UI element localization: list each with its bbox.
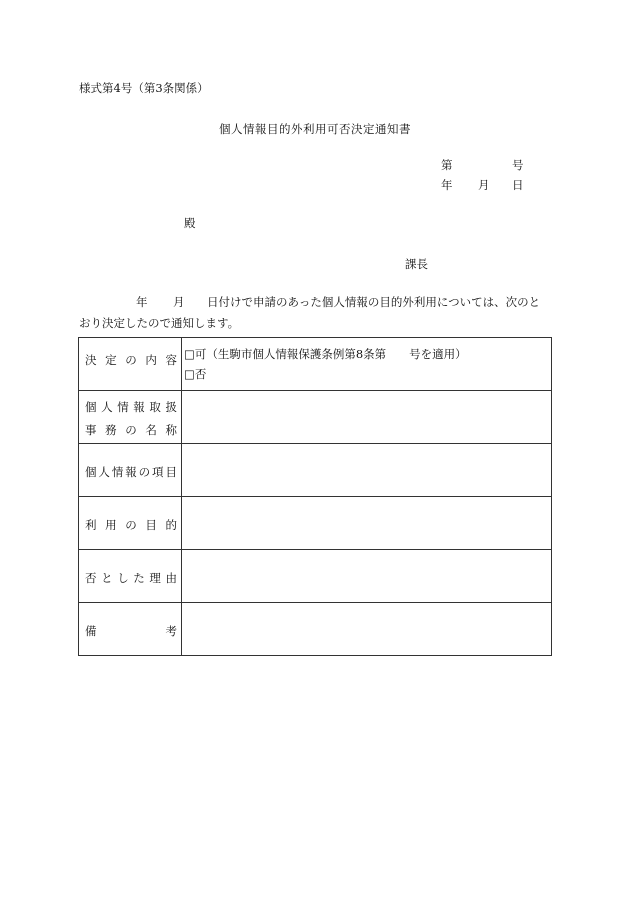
body-year: 年 (136, 295, 148, 309)
label-decision-content (79, 338, 182, 391)
label-text: 利 用 の 目 的 (85, 518, 177, 532)
table-row (79, 497, 552, 550)
body-text-line2: おり決定したので通知します。 (79, 316, 240, 330)
purpose-cell[interactable] (182, 497, 552, 550)
denial-reason-cell[interactable] (182, 550, 552, 603)
label-record-name (79, 391, 182, 444)
table-row (79, 338, 552, 391)
label-text: 事 務 の 名 称 (85, 423, 177, 437)
date-year-label: 年 (441, 178, 453, 192)
document-number-suffix: 号 (512, 158, 524, 172)
label-denial-reason (79, 550, 182, 603)
label-text: 備 考 (85, 624, 177, 638)
table-row (79, 444, 552, 497)
decision-content-cell (182, 338, 552, 391)
record-name-cell[interactable] (182, 391, 552, 444)
body-month: 月 (173, 295, 185, 309)
label-remarks (79, 603, 182, 656)
label-text: 決 定 の 内 容 (85, 353, 177, 367)
info-items-cell[interactable] (182, 444, 552, 497)
issuer-title: 課長 (405, 257, 428, 271)
body-line1-rest: 日付けで申請のあった個人情報の目的外利用については、次のと (207, 295, 541, 309)
document-number-prefix: 第 (441, 158, 453, 172)
label-text: 個 人 情 報 取 扱 (85, 400, 177, 414)
table-row (79, 603, 552, 656)
label-text: 否 と し た 理 由 (85, 571, 177, 585)
table-row (79, 391, 552, 444)
choice-allow[interactable]: □可（生駒市個人情報保護条例第8条第 号を適用） (184, 347, 467, 361)
decision-table (78, 337, 552, 656)
remarks-cell[interactable] (182, 603, 552, 656)
date-day-label: 日 (512, 178, 524, 192)
document-title: 個人情報目的外利用可否決定通知書 (219, 122, 411, 136)
table-row (79, 550, 552, 603)
label-text: 個 人 情 報 の 項 目 (85, 465, 177, 479)
form-number: 様式第4号（第3条関係） (79, 81, 209, 95)
addressee-honorific: 殿 (184, 216, 196, 230)
label-info-items (79, 444, 182, 497)
date-month-label: 月 (478, 178, 490, 192)
choice-deny[interactable]: □否 (184, 367, 207, 381)
label-purpose (79, 497, 182, 550)
